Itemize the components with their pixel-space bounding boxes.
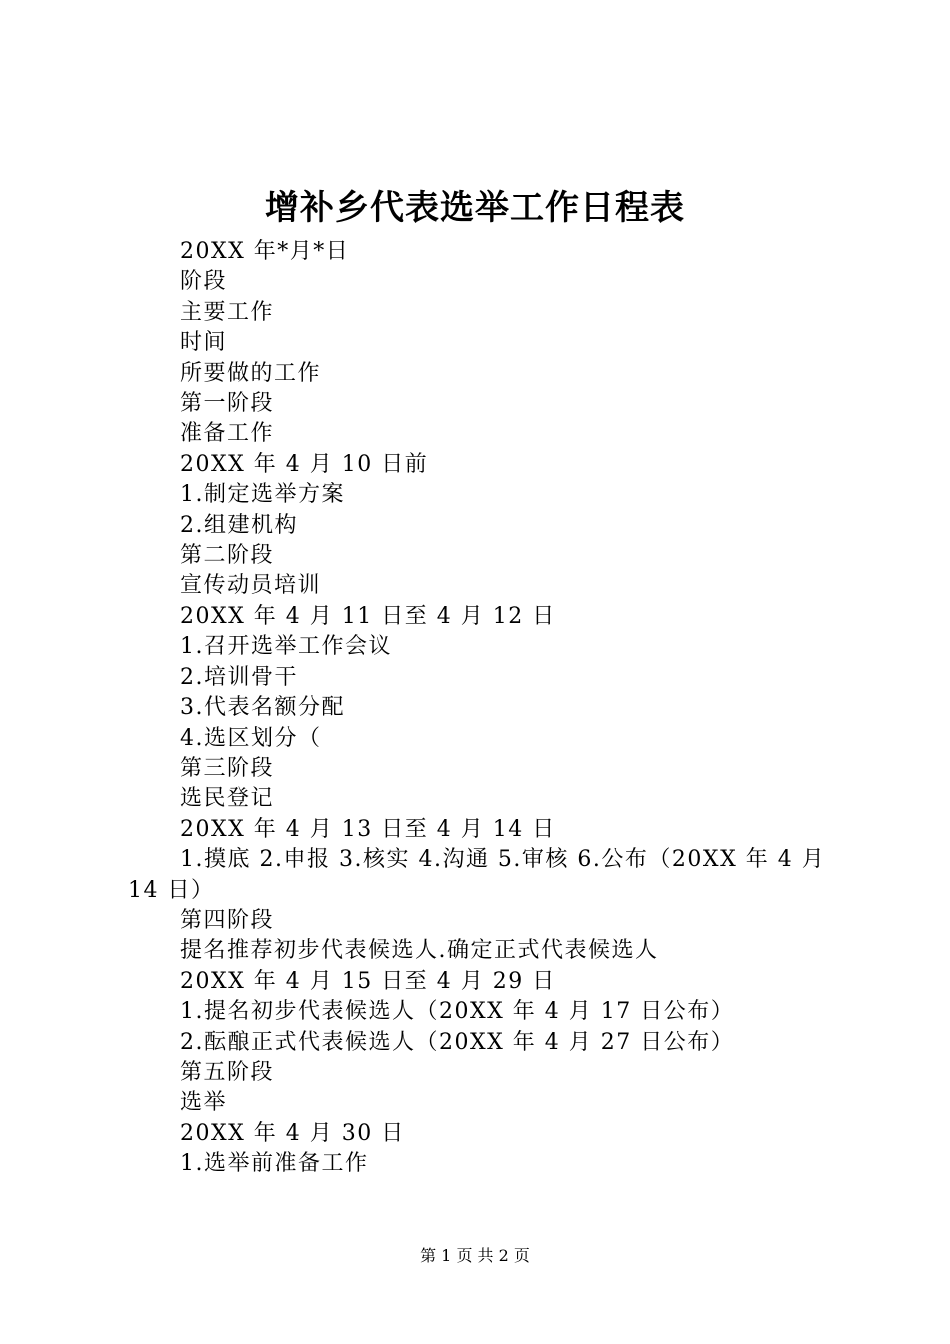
body-line: 阶段 (180, 269, 228, 295)
body-line: 1.制定选举方案 (180, 482, 345, 508)
body-line: 选举 (180, 1090, 228, 1116)
body-line: 1.摸底 2.申报 3.核实 4.沟通 5.审核 6.公布（20XX 年 4 月 14 日） (128, 847, 826, 903)
body-line: 准备工作 (180, 421, 275, 447)
body-line: 第五阶段 (180, 1059, 275, 1085)
body-line: 第三阶段 (180, 755, 275, 781)
body-line: 提名推荐初步代表候选人.确定正式代表候选人 (180, 938, 659, 964)
body-line: 2.酝酿正式代表候选人（20XX 年 4 月 27 日公布） (180, 1029, 735, 1055)
body-line: 20XX 年 4 月 13 日至 4 月 14 日 (180, 816, 556, 842)
body-line: 1.召开选举工作会议 (180, 634, 392, 660)
body-line: 1.提名初步代表候选人（20XX 年 4 月 17 日公布） (180, 999, 735, 1025)
document-body (128, 237, 848, 1180)
body-line: 2.培训骨干 (180, 664, 298, 690)
body-line: 时间 (180, 330, 228, 356)
body-line: 20XX 年 4 月 30 日 (180, 1120, 405, 1146)
page-indicator: 第 1 页 共 2 页 (420, 1246, 530, 1265)
body-line: 20XX 年 4 月 11 日至 4 月 12 日 (180, 603, 556, 629)
body-line: 20XX 年 4 月 15 日至 4 月 29 日 (180, 968, 556, 994)
body-line: 4.选区划分（ (180, 725, 322, 751)
body-line: 第四阶段 (180, 907, 275, 933)
body-line: 第二阶段 (180, 543, 275, 569)
body-line: 3.代表名额分配 (180, 695, 345, 721)
body-line: 20XX 年*月*日 (180, 239, 350, 264)
body-line: 选民登记 (180, 786, 275, 812)
body-line: 1.选举前准备工作 (180, 1151, 369, 1177)
body-line: 所要做的工作 (180, 360, 322, 386)
body-line: 2.组建机构 (180, 512, 298, 538)
body-line: 20XX 年 4 月 10 日前 (180, 451, 429, 477)
body-line: 宣传动员培训 (180, 573, 322, 599)
body-line: 第一阶段 (180, 391, 275, 417)
body-line: 主要工作 (180, 299, 275, 325)
document-title: 增补乡代表选举工作日程表 (265, 188, 685, 228)
